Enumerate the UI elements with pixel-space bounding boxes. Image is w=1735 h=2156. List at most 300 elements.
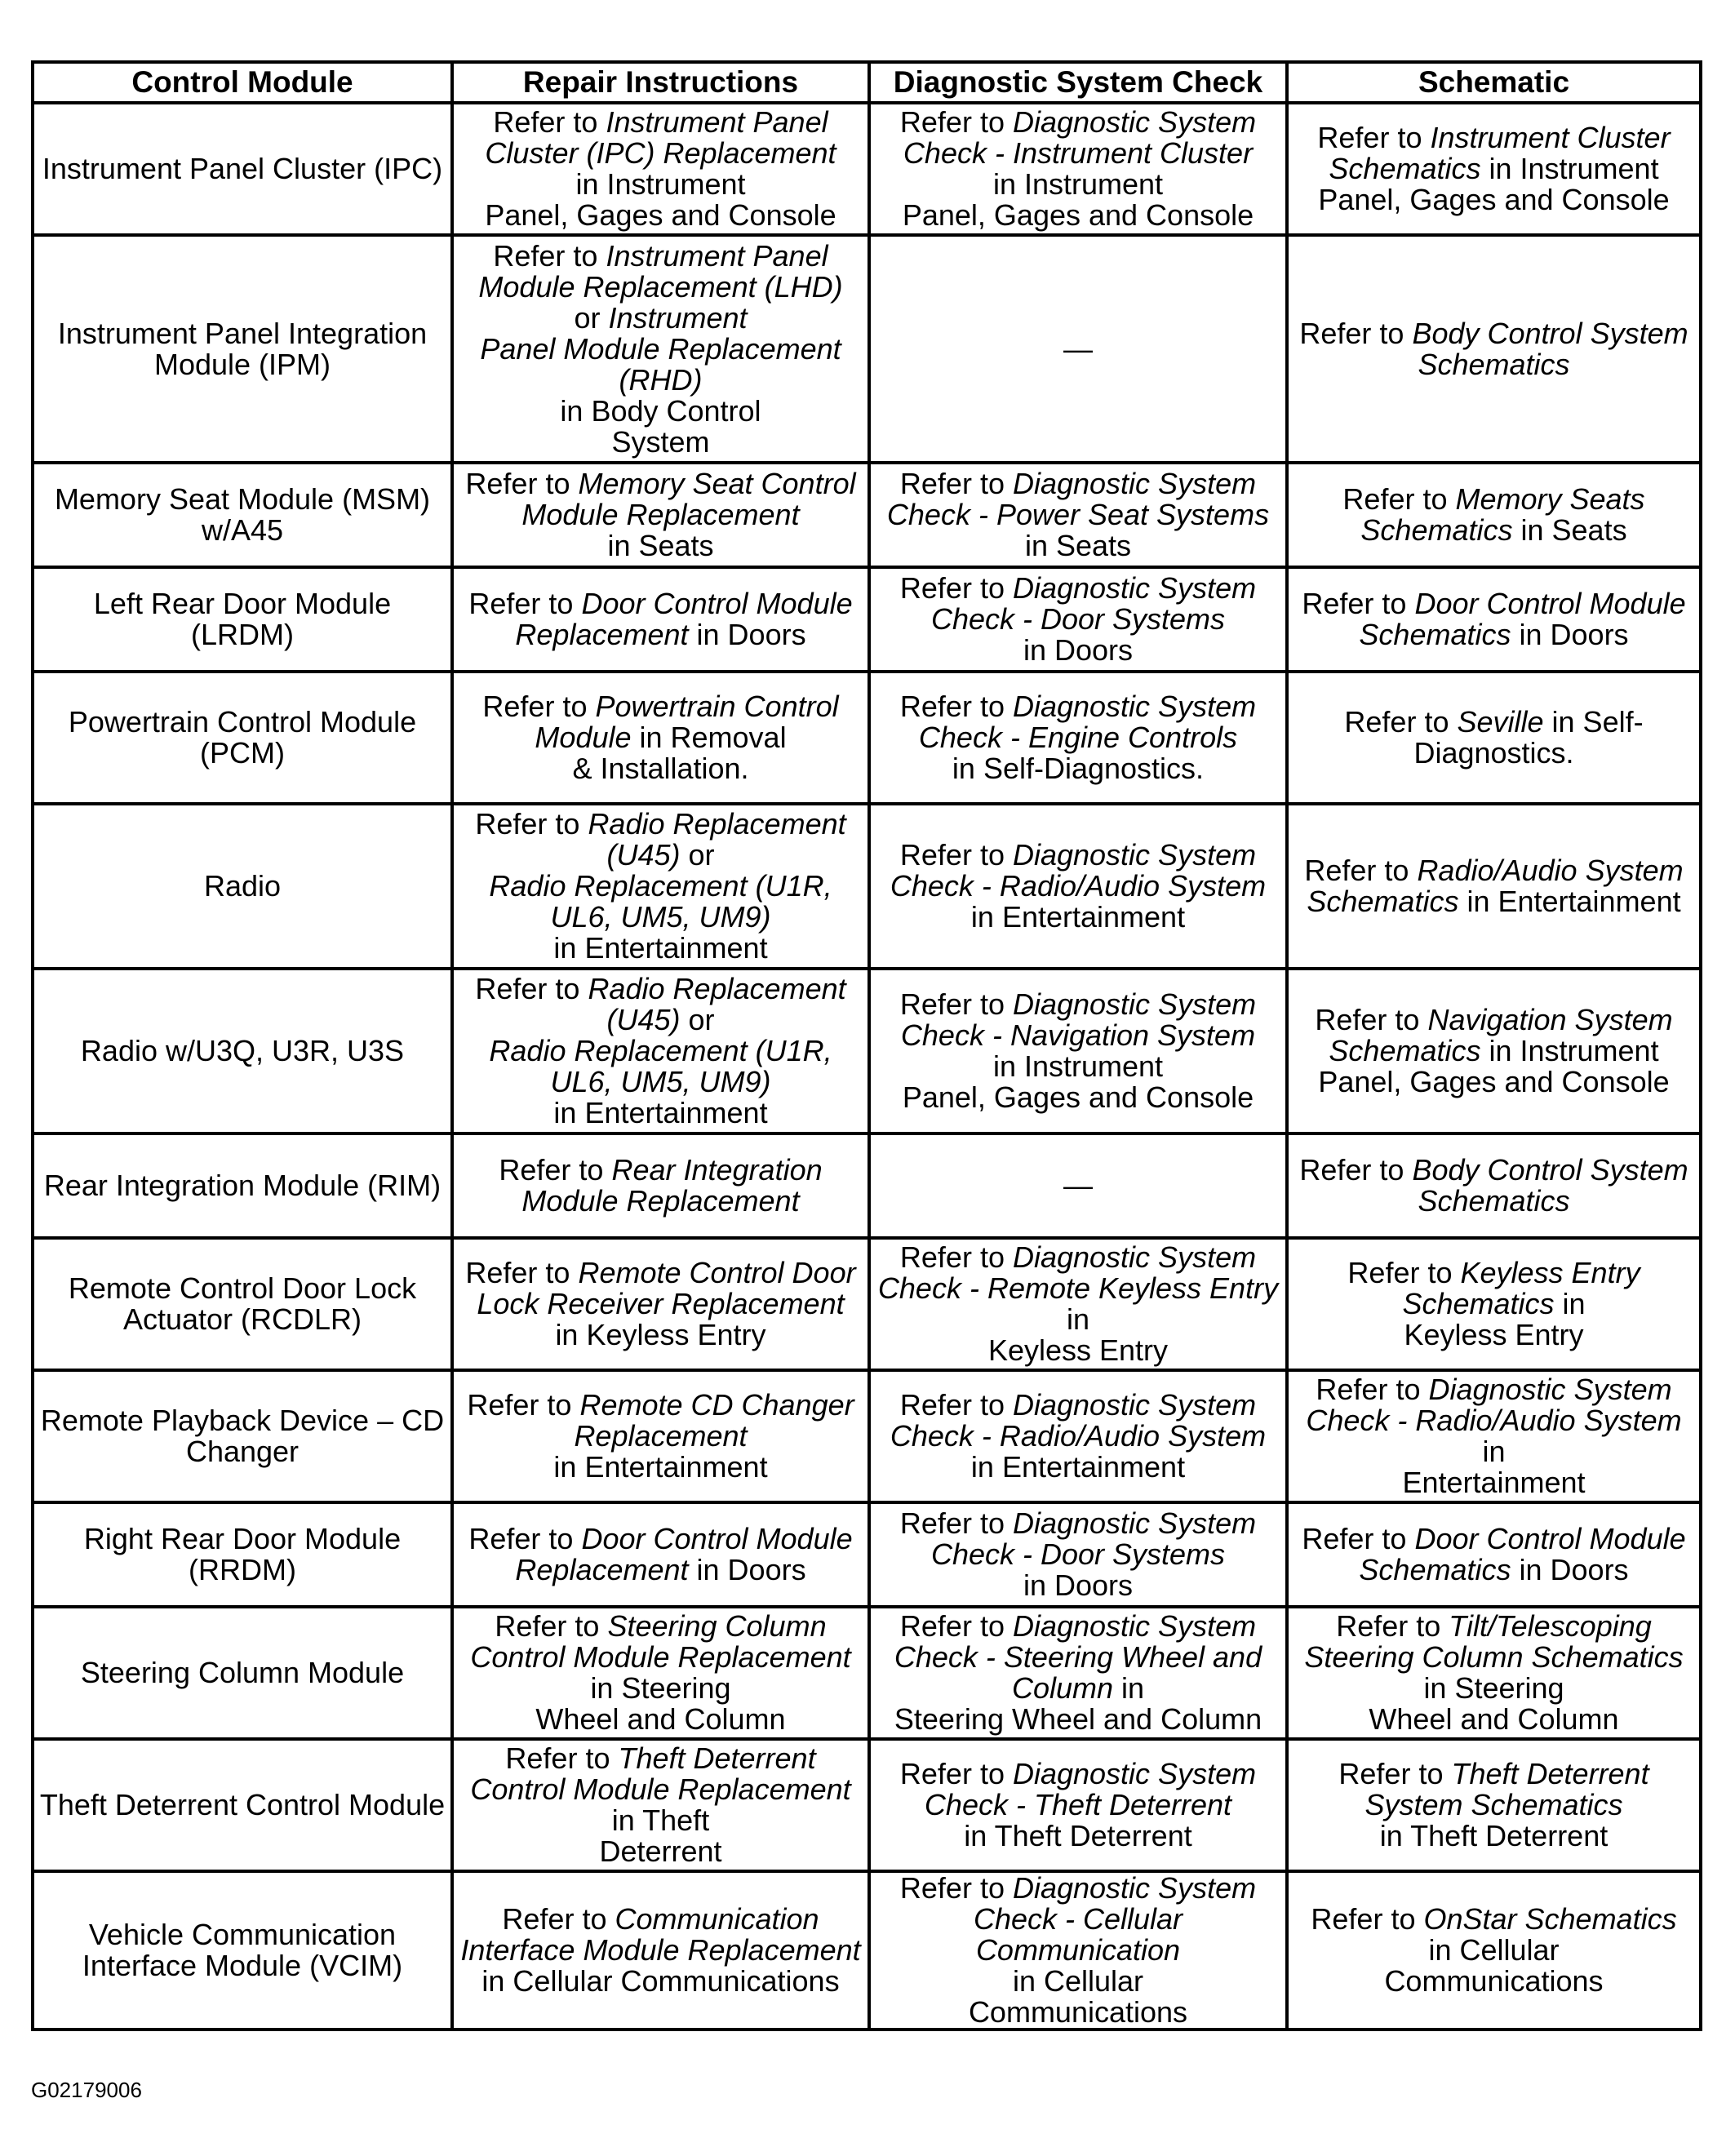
schematic-cell <box>1287 672 1701 804</box>
text-segment: Communications <box>968 1995 1188 2029</box>
repair-line <box>459 107 863 169</box>
repair-line <box>459 1673 863 1704</box>
repair-cell <box>452 1607 869 1739</box>
italic-reference: Diagnostic System Check - Door Systems <box>930 1506 1257 1571</box>
text-segment: Refer to <box>899 838 1013 872</box>
table-row <box>33 235 1701 463</box>
table-row <box>33 1607 1701 1739</box>
repair-line <box>459 974 863 1036</box>
text-segment: in Instrument <box>992 167 1164 201</box>
schematic-line <box>1293 855 1694 917</box>
text-segment: Communications <box>1384 1964 1604 1998</box>
text-segment: Refer to <box>495 1609 608 1643</box>
repair-line <box>459 1966 863 1997</box>
text-segment: Refer to <box>1315 1003 1428 1036</box>
text-segment: Refer to <box>468 587 582 620</box>
repair-line <box>459 1258 863 1320</box>
text-segment: in Seats <box>1512 513 1627 547</box>
schematic-line <box>1293 1966 1694 1997</box>
control-module-cell: Instrument Panel Cluster (IPC) <box>33 103 452 235</box>
schematic-cell <box>1287 1871 1701 2030</box>
text-segment: — <box>1063 1169 1093 1202</box>
text-segment: Refer to <box>899 1609 1013 1643</box>
text-segment: in Steering <box>1423 1671 1564 1705</box>
italic-reference: Diagnostic System Check - Radio/Audio System <box>890 1388 1267 1453</box>
italic-reference: Diagnostic System Check - Door Systems <box>930 571 1257 636</box>
repair-line <box>459 1904 863 1966</box>
diagnostic-line <box>876 107 1280 169</box>
text-segment: Refer to <box>899 987 1013 1021</box>
control-module-cell: Rear Integration Module (RIM) <box>33 1133 452 1238</box>
control-module-cell: Radio w/U3Q, U3R, U3S <box>33 969 452 1133</box>
repair-line <box>459 530 863 561</box>
text-segment: Refer to <box>493 105 606 139</box>
text-segment: in Entertainment <box>1458 885 1681 918</box>
diagnostic-line <box>876 1997 1280 2028</box>
text-segment: Refer to <box>899 1240 1013 1274</box>
diagnostic-line <box>876 1508 1280 1570</box>
text-segment: Refer to <box>465 467 579 500</box>
text-segment: Panel, Gages and Console <box>485 198 836 232</box>
italic-reference: Radio/Audio System Schematics <box>1307 854 1684 918</box>
text-segment: Refer to <box>465 1256 579 1289</box>
italic-reference: Instrument Panel Cluster (IPC) Replacement <box>485 105 836 170</box>
italic-reference: Radio Replacement (U45) <box>588 807 846 872</box>
text-segment: Refer to <box>899 1757 1013 1790</box>
text-segment: in Self-Diagnostics. <box>952 752 1205 785</box>
schematic-line <box>1293 1258 1694 1320</box>
schematic-line <box>1293 1524 1694 1586</box>
text-segment: Refer to <box>1344 705 1458 739</box>
repair-cell <box>452 804 869 969</box>
text-segment: in Steering <box>590 1671 731 1705</box>
text-segment: in Doors <box>1511 1553 1629 1586</box>
text-segment: Refer to <box>493 238 606 273</box>
schematic-line <box>1293 1374 1694 1436</box>
italic-reference: Door Control Module Schematics <box>1359 587 1686 651</box>
italic-reference: Diagnostic System Check - Navigation System <box>900 987 1257 1052</box>
text-segment: in <box>1554 1287 1586 1320</box>
italic-reference: Radio Replacement (U1R, UL6, UM5, UM9) <box>489 1034 832 1098</box>
text-segment: Refer to <box>1336 1609 1449 1643</box>
text-segment: in Seats <box>607 529 714 562</box>
italic-reference: Remote Control Door Lock Receiver Replacement <box>477 1256 856 1320</box>
schematic-cell <box>1287 804 1701 969</box>
diagnostic-line <box>876 1873 1280 1966</box>
repair-line <box>459 753 863 784</box>
text-segment: Refer to <box>1338 1757 1452 1790</box>
text-segment: Refer to <box>899 571 1013 605</box>
schematic-line <box>1293 1673 1694 1704</box>
control-module-cell: Instrument Panel Integration Module (IPM) <box>33 235 452 463</box>
italic-reference: Instrument <box>608 300 748 335</box>
diagnostic-cell <box>869 672 1287 804</box>
italic-reference: Diagnostic System Check - Remote Keyless Entry <box>877 1240 1279 1305</box>
text-segment: or <box>574 300 609 335</box>
italic-reference: Keyless Entry Schematics <box>1402 1256 1640 1320</box>
diagnostic-line <box>876 1242 1280 1335</box>
diagnostic-line <box>876 1759 1280 1821</box>
table-row <box>33 672 1701 804</box>
text-segment: Deterrent <box>599 1834 722 1868</box>
control-module-cell: Memory Seat Module (MSM) w/A45 <box>33 463 452 567</box>
control-module-cell: Left Rear Door Module (LRDM) <box>33 567 452 672</box>
repair-cell <box>452 1133 869 1238</box>
schematic-cell <box>1287 463 1701 567</box>
diagnostic-cell <box>869 1370 1287 1502</box>
text-segment: Refer to <box>502 1902 615 1936</box>
schematic-cell <box>1287 1370 1701 1502</box>
text-segment: & Installation. <box>572 752 749 785</box>
repair-line <box>459 1452 863 1483</box>
text-segment: in Doors <box>1511 618 1629 651</box>
italic-reference: Diagnostic System Check - Cellular Communication <box>973 1871 1257 1967</box>
figure-id: G02179006 <box>31 2078 142 2102</box>
diagnostic-line <box>876 635 1280 666</box>
table-row <box>33 103 1701 235</box>
repair-line <box>459 1155 863 1217</box>
text-segment: Refer to <box>1317 121 1431 154</box>
table-row <box>33 463 1701 567</box>
schematic-line <box>1293 1467 1694 1498</box>
header-schematic: Schematic <box>1287 62 1701 103</box>
repair-cell <box>452 463 869 567</box>
text-segment: Steering Wheel and Column <box>894 1702 1262 1736</box>
table-row <box>33 969 1701 1133</box>
italic-reference: Diagnostic System Check - Steering Wheel and Column <box>894 1609 1262 1705</box>
diagnostic-line <box>876 1704 1280 1735</box>
control-module-cell: Vehicle Communication Interface Module (VCIM) <box>33 1871 452 2030</box>
italic-reference: Diagnostic System Check - Radio/Audio System <box>1306 1373 1682 1437</box>
schematic-line <box>1293 1935 1694 1966</box>
schematic-line <box>1293 1759 1694 1821</box>
text-segment: in <box>1066 1302 1090 1336</box>
repair-line <box>459 809 863 871</box>
text-segment: Refer to <box>1299 316 1413 350</box>
control-module-cell: Right Rear Door Module (RRDM) <box>33 1502 452 1607</box>
schematic-cell <box>1287 1739 1701 1871</box>
diagnostic-line <box>876 1966 1280 1997</box>
schematic-line <box>1293 1821 1694 1852</box>
text-segment: or <box>680 838 715 872</box>
schematic-line <box>1293 1436 1694 1467</box>
repair-line <box>459 1743 863 1805</box>
text-segment: Refer to <box>1342 482 1456 516</box>
italic-reference: Diagnostic System Check - Radio/Audio System <box>890 838 1267 903</box>
header-row <box>33 62 1701 103</box>
diagnostic-cell <box>869 567 1287 672</box>
table-row <box>33 1133 1701 1238</box>
repair-line <box>459 1036 863 1098</box>
diagnostic-line <box>876 1452 1280 1483</box>
diagnostic-cell <box>869 1502 1287 1607</box>
text-segment: Refer to <box>505 1741 619 1775</box>
diagnostic-line <box>876 1335 1280 1366</box>
schematic-cell <box>1287 103 1701 235</box>
diagnostic-cell <box>869 1133 1287 1238</box>
control-module-cell: Powertrain Control Module (PCM) <box>33 672 452 804</box>
text-segment: in Seats <box>1024 529 1132 562</box>
diagnostic-cell <box>869 235 1287 463</box>
text-segment: in Cellular Communications <box>481 1964 840 1998</box>
control-module-cell: Radio <box>33 804 452 969</box>
repair-line <box>459 588 863 650</box>
diagnostic-line <box>876 840 1280 902</box>
repair-cell <box>452 1370 869 1502</box>
italic-reference: Memory Seats Schematics <box>1360 482 1645 547</box>
table-row <box>33 804 1701 969</box>
diagnostic-line <box>876 530 1280 561</box>
text-segment: Refer to <box>475 972 588 1005</box>
diagnostic-line <box>876 169 1280 200</box>
diagnostic-cell <box>869 969 1287 1133</box>
schematic-line <box>1293 588 1694 650</box>
diagnostic-line <box>876 1390 1280 1452</box>
text-segment: Refer to <box>467 1388 580 1422</box>
text-segment: Refer to <box>1299 1153 1413 1187</box>
text-segment: in Theft Deterrent <box>1379 1819 1609 1852</box>
italic-reference: Diagnostic System Check - Theft Deterrent <box>924 1757 1257 1821</box>
italic-reference: Door Control Module Replacement <box>515 1522 853 1586</box>
italic-reference: Instrument Panel Module Replacement (LHD) <box>478 238 843 304</box>
text-segment: in Doors <box>1023 633 1134 667</box>
schematic-cell <box>1287 567 1701 672</box>
text-segment: in Entertainment <box>970 1450 1186 1484</box>
text-segment: Wheel and Column <box>535 1702 786 1736</box>
italic-reference: Powertrain Control Module <box>535 690 839 754</box>
diagnostic-line <box>876 1082 1280 1113</box>
repair-line <box>459 1320 863 1351</box>
text-segment: Keyless Entry <box>1404 1318 1584 1351</box>
diagnostic-line <box>876 691 1280 753</box>
schematic-line <box>1293 1904 1694 1935</box>
text-segment: Refer to <box>899 1871 1013 1905</box>
header-control-module: Control Module <box>33 62 452 103</box>
text-segment: — <box>1063 331 1093 366</box>
repair-cell <box>452 1871 869 2030</box>
text-segment: in Theft Deterrent <box>964 1819 1192 1852</box>
table-row <box>33 1370 1701 1502</box>
schematic-line <box>1293 1704 1694 1735</box>
repair-line <box>459 393 863 428</box>
italic-reference: Door Control Module Replacement <box>515 587 853 651</box>
text-segment: Refer to <box>1347 1256 1461 1289</box>
repair-cell <box>452 1238 869 1370</box>
italic-reference: Body Control System Schematics <box>1412 1153 1688 1218</box>
text-segment: in Theft <box>611 1803 710 1837</box>
schematic-line <box>1293 318 1694 380</box>
italic-reference: Theft Deterrent System Schematics <box>1364 1757 1649 1821</box>
italic-reference: Memory Seat Control Module Replacement <box>521 467 856 531</box>
text-segment: in Doors <box>688 1553 806 1586</box>
text-segment: in Body Control <box>560 393 761 428</box>
header-repair-instructions: Repair Instructions <box>452 62 869 103</box>
table-row <box>33 567 1701 672</box>
text-segment: Refer to <box>899 690 1013 723</box>
text-segment: in Instrument Panel, Gages and Console <box>1318 1034 1670 1098</box>
control-module-cell: Remote Control Door Lock Actuator (RCDLR) <box>33 1238 452 1370</box>
repair-cell <box>452 1502 869 1607</box>
schematic-cell <box>1287 1607 1701 1739</box>
diagnostic-line <box>876 200 1280 231</box>
italic-reference: Theft Deterrent Control Module Replacement <box>470 1741 851 1806</box>
text-segment: in Cellular <box>1428 1933 1560 1967</box>
italic-reference: Communication Interface Module Replacement <box>460 1902 861 1967</box>
repair-cell <box>452 672 869 804</box>
table-row <box>33 1739 1701 1871</box>
repair-cell <box>452 103 869 235</box>
italic-reference: Rear Integration Module Replacement <box>521 1153 823 1218</box>
text-segment: Refer to <box>899 1506 1013 1540</box>
repair-cell <box>452 969 869 1133</box>
diagnostic-cell <box>869 804 1287 969</box>
text-segment: in Entertainment <box>553 931 768 965</box>
text-segment: in Instrument <box>992 1049 1164 1083</box>
schematic-cell <box>1287 1502 1701 1607</box>
diagnostic-line <box>876 989 1280 1051</box>
italic-reference: Remote CD Changer Replacement <box>574 1388 854 1453</box>
text-segment: Refer to <box>1311 1902 1424 1936</box>
repair-line <box>459 331 863 397</box>
control-module-cell: Remote Playback Device – CD Changer <box>33 1370 452 1502</box>
schematic-cell <box>1287 969 1701 1133</box>
header-diagnostic-system-check: Diagnostic System Check <box>869 62 1287 103</box>
text-segment: Refer to <box>1302 587 1415 620</box>
text-segment: Refer to <box>499 1153 612 1187</box>
diagnostic-cell <box>869 1871 1287 2030</box>
italic-reference: OnStar Schematics <box>1423 1902 1677 1936</box>
control-module-cell: Steering Column Module <box>33 1607 452 1739</box>
text-segment: in Self-Diagnostics. <box>1413 705 1644 770</box>
text-segment: Entertainment <box>1402 1466 1586 1499</box>
text-segment: Refer to <box>1304 854 1418 887</box>
repair-line <box>459 424 863 459</box>
diagnostic-line <box>876 331 1280 366</box>
repair-line <box>459 871 863 933</box>
text-segment: in Doors <box>1023 1568 1134 1602</box>
table-row <box>33 1502 1701 1607</box>
schematic-line <box>1293 122 1694 215</box>
schematic-cell <box>1287 235 1701 463</box>
text-segment: in <box>1113 1671 1145 1705</box>
text-segment: in Instrument <box>575 167 746 201</box>
diagnostic-line <box>876 573 1280 635</box>
text-segment: in Removal <box>631 721 787 754</box>
repair-cell <box>452 1739 869 1871</box>
italic-reference: Panel Module Replacement (RHD) <box>480 331 841 397</box>
control-module-cell: Theft Deterrent Control Module <box>33 1739 452 1871</box>
italic-reference: Instrument Cluster Schematics <box>1329 121 1671 185</box>
diagnostic-line <box>876 1051 1280 1082</box>
diagnostic-cell <box>869 103 1287 235</box>
repair-cell <box>452 235 869 463</box>
table-body <box>33 103 1701 2030</box>
italic-reference: Diagnostic System Check - Power Seat Systems <box>886 467 1270 531</box>
schematic-line <box>1293 1155 1694 1217</box>
text-segment: in <box>1482 1435 1506 1468</box>
text-segment: System <box>611 424 710 459</box>
repair-line <box>459 169 863 200</box>
repair-line <box>459 300 863 335</box>
repair-line <box>459 238 863 304</box>
italic-reference: Steering Column Control Module Replacement <box>470 1609 851 1674</box>
text-segment: Refer to <box>482 690 596 723</box>
text-segment: in Instrument Panel, Gages and Console <box>1318 152 1670 216</box>
text-segment: Refer to <box>468 1522 582 1555</box>
repair-line <box>459 1390 863 1452</box>
schematic-cell <box>1287 1238 1701 1370</box>
text-segment: Refer to <box>899 467 1013 500</box>
text-segment: in Keyless Entry <box>555 1318 766 1351</box>
italic-reference: Tilt/Telescoping Steering Column Schematics <box>1304 1609 1684 1674</box>
diagnostic-line <box>876 1170 1280 1201</box>
italic-reference: Radio Replacement (U1R, UL6, UM5, UM9) <box>489 869 832 934</box>
diagnostic-cell <box>869 463 1287 567</box>
schematic-cell <box>1287 1133 1701 1238</box>
text-segment: Refer to <box>899 105 1013 139</box>
text-segment: Panel, Gages and Console <box>902 198 1254 232</box>
text-segment: Wheel and Column <box>1369 1702 1619 1736</box>
schematic-line <box>1293 1005 1694 1098</box>
repair-cell <box>452 567 869 672</box>
text-segment: in Cellular <box>1012 1964 1144 1998</box>
repair-line <box>459 200 863 231</box>
italic-reference: Navigation System Schematics <box>1329 1003 1673 1067</box>
schematic-line <box>1293 707 1694 769</box>
diagnostic-cell <box>869 1607 1287 1739</box>
text-segment: in Entertainment <box>970 900 1186 934</box>
diagnostic-line <box>876 753 1280 784</box>
repair-line <box>459 1836 863 1867</box>
repair-line <box>459 1524 863 1586</box>
diagnostic-line <box>876 1821 1280 1852</box>
repair-line <box>459 1704 863 1735</box>
italic-reference: Radio Replacement (U45) <box>588 972 846 1036</box>
diagnostic-line <box>876 1611 1280 1704</box>
italic-reference: Diagnostic System Check - Engine Controls <box>918 690 1257 754</box>
text-segment: Refer to <box>1302 1522 1415 1555</box>
diagnostic-cell <box>869 1238 1287 1370</box>
diagnostic-line <box>876 468 1280 530</box>
italic-reference: Door Control Module Schematics <box>1359 1522 1686 1586</box>
diagnostic-line <box>876 902 1280 933</box>
repair-line <box>459 933 863 964</box>
text-segment: Refer to <box>1316 1373 1429 1406</box>
diagnostic-line <box>876 1570 1280 1601</box>
repair-line <box>459 691 863 753</box>
text-segment: Refer to <box>899 1388 1013 1422</box>
module-reference-table <box>31 60 1702 2031</box>
italic-reference: Body Control System Schematics <box>1412 316 1688 381</box>
italic-reference: Seville <box>1457 705 1544 739</box>
repair-line <box>459 1805 863 1836</box>
italic-reference: Diagnostic System Check - Instrument Cluster <box>903 105 1257 170</box>
schematic-line <box>1293 484 1694 546</box>
diagnostic-cell <box>869 1739 1287 1871</box>
schematic-line <box>1293 1320 1694 1351</box>
text-segment: in Entertainment <box>553 1096 768 1129</box>
repair-line <box>459 468 863 530</box>
table-row <box>33 1871 1701 2030</box>
text-segment: Panel, Gages and Console <box>902 1080 1254 1114</box>
text-segment: in Doors <box>688 618 806 651</box>
text-segment: Keyless Entry <box>987 1333 1169 1367</box>
text-segment: or <box>680 1003 715 1036</box>
schematic-line <box>1293 1611 1694 1673</box>
text-segment: Refer to <box>475 807 588 841</box>
table-row <box>33 1238 1701 1370</box>
text-segment: in Entertainment <box>553 1450 768 1484</box>
